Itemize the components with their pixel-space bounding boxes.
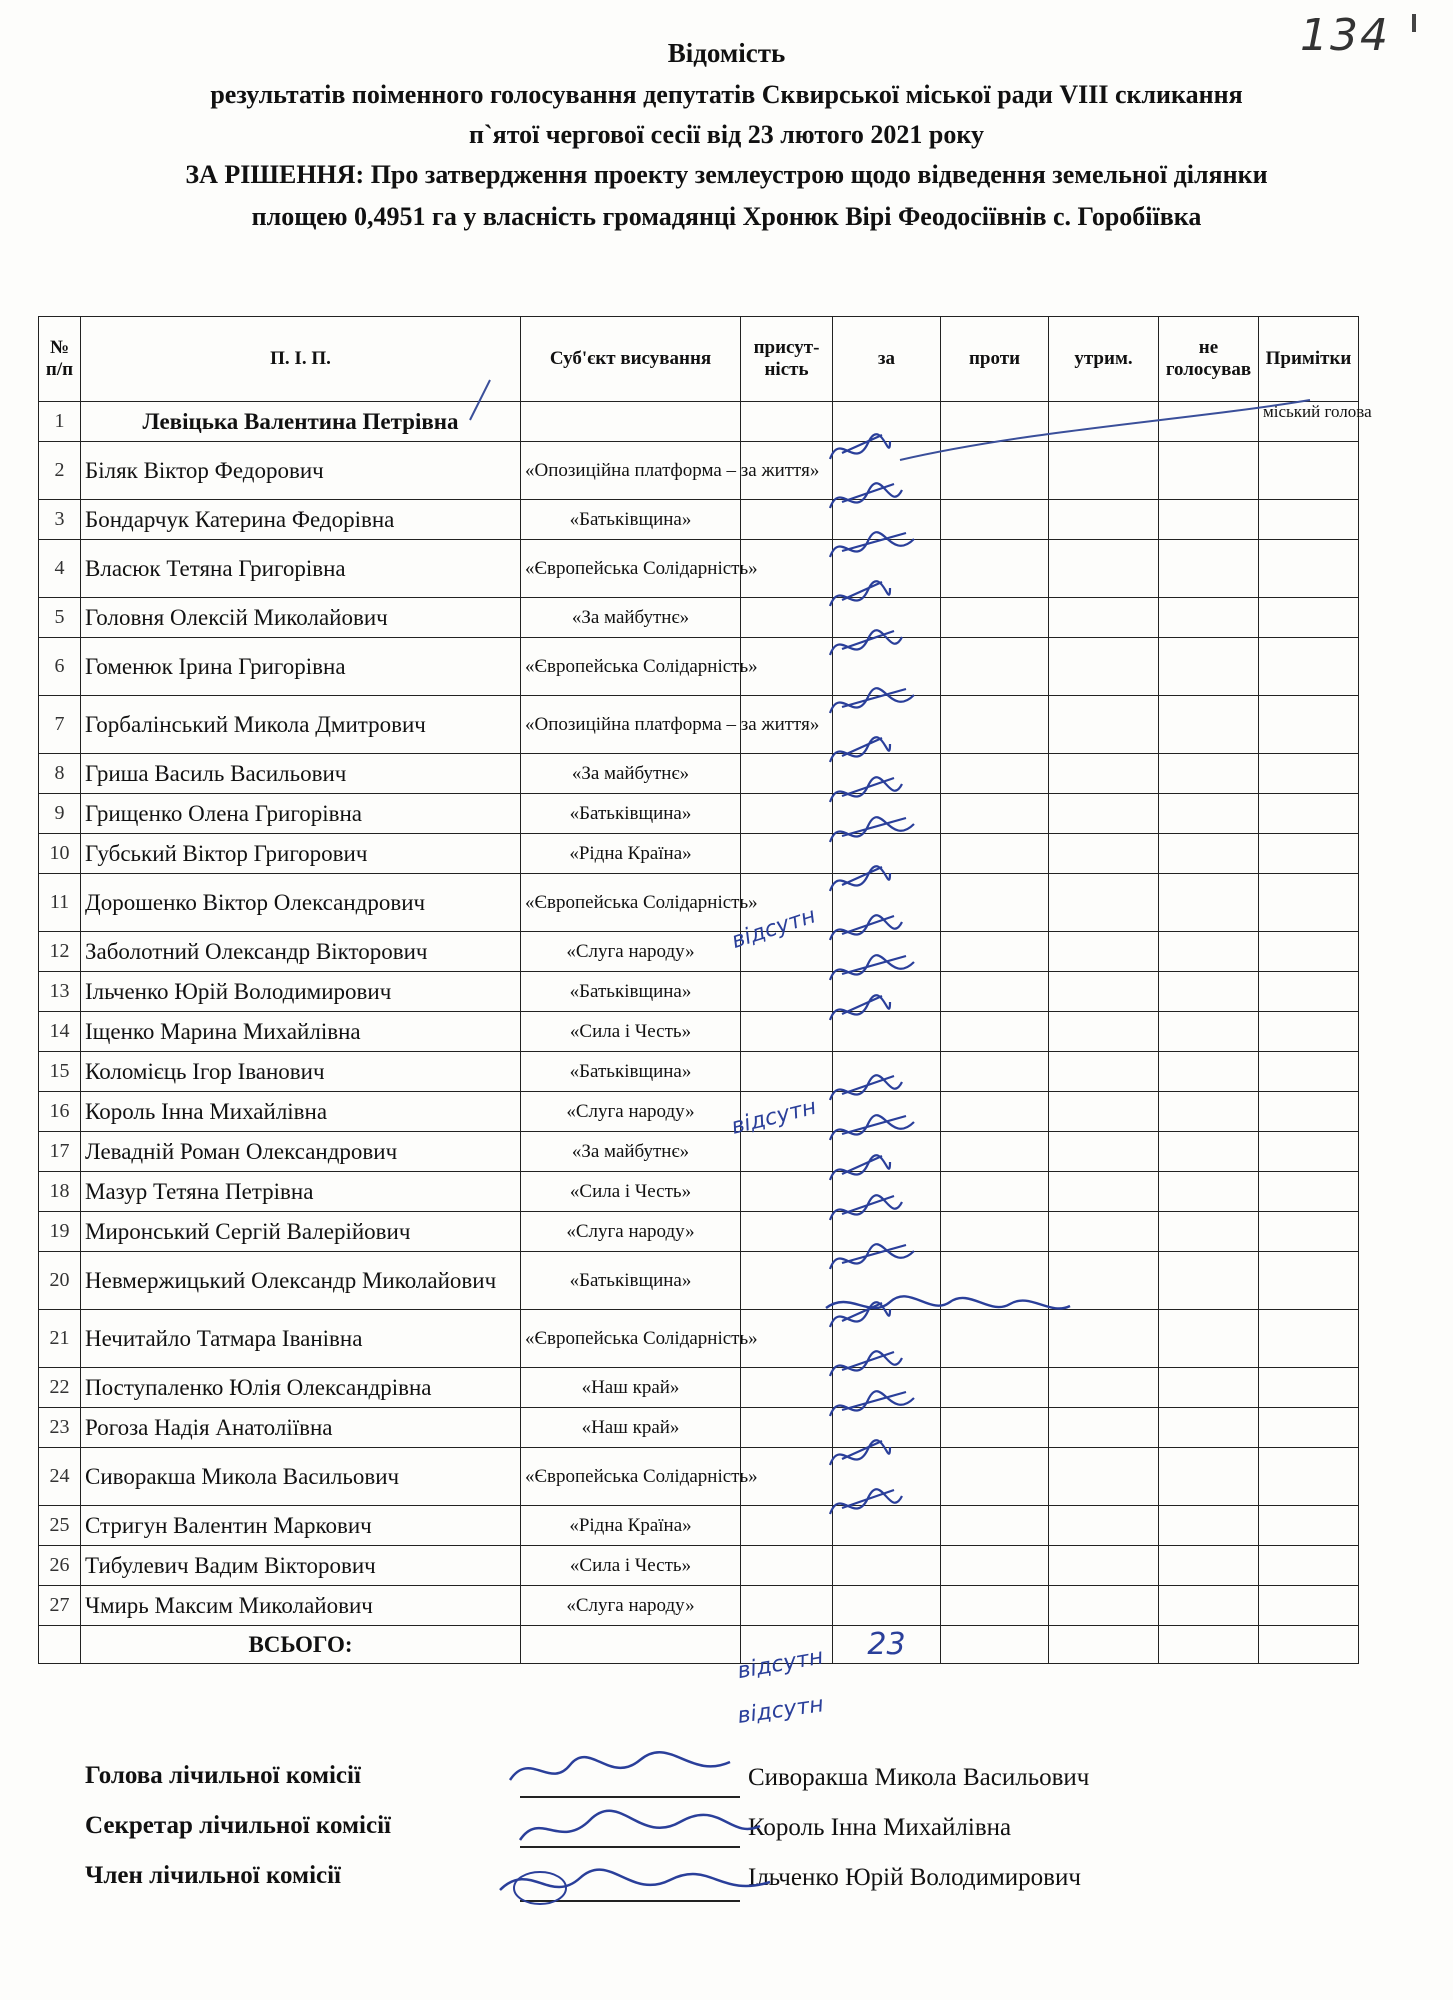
edge-mark <box>1412 14 1416 32</box>
absent-note-row-26 <box>734 1640 834 1686</box>
vote-signature <box>830 1489 902 1514</box>
row-number: 11 <box>39 874 81 932</box>
table-row <box>39 1506 1359 1546</box>
note-cell <box>1259 1586 1359 1626</box>
not-voted-cell <box>1159 754 1259 794</box>
row-number: 14 <box>39 1012 81 1052</box>
table-row <box>39 834 1359 874</box>
vote-signature <box>830 915 902 940</box>
nominating-party: «Батьківщина» <box>521 1052 741 1092</box>
not-voted-cell <box>1159 1092 1259 1132</box>
vote-signature <box>830 737 890 762</box>
table-row <box>39 1368 1359 1408</box>
row-number: 22 <box>39 1368 81 1408</box>
note-cell <box>1259 1012 1359 1052</box>
not-voted-cell <box>1159 1012 1259 1052</box>
deputy-name: Стригун Валентин Маркович <box>81 1506 521 1546</box>
note-cell <box>1259 1546 1359 1586</box>
not-voted-cell <box>1159 874 1259 932</box>
nominating-party: «Батьківщина» <box>521 500 741 540</box>
presence-cell <box>741 1546 833 1586</box>
chair-label: Голова лічильної комісії <box>85 1762 361 1789</box>
column-header: проти <box>941 317 1049 402</box>
member-name: Ільченко Юрій Володимирович <box>748 1864 1081 1891</box>
chair-name: Сиворакша Микола Васильович <box>748 1764 1090 1791</box>
row-number: 23 <box>39 1408 81 1448</box>
nominating-party: «Слуга народу» <box>521 1212 741 1252</box>
secretary-name: Король Інна Михайлівна <box>748 1814 1012 1841</box>
deputy-name: Рогоза Надія Анатоліївна <box>81 1408 521 1448</box>
deputy-name: Сиворакша Микола Васильович <box>81 1448 521 1506</box>
not-voted-cell <box>1159 1368 1259 1408</box>
presence-cell <box>741 1052 833 1092</box>
nominating-party: «За майбутнє» <box>521 754 741 794</box>
note-cell <box>1259 540 1359 598</box>
vote-signatures <box>820 390 1080 1740</box>
deputy-name: Біляк Віктор Федорович <box>81 442 521 500</box>
not-voted-cell <box>1159 932 1259 972</box>
vote-signature <box>830 434 890 459</box>
vote-signature <box>830 1244 914 1269</box>
deputy-name: Головня Олексій Миколайович <box>81 598 521 638</box>
vote-signature <box>830 581 890 606</box>
vote-signature <box>830 1440 890 1465</box>
deputy-name: Левіцька Валентина Петрівна <box>81 402 521 442</box>
deputy-name: Мазур Тетяна Петрівна <box>81 1172 521 1212</box>
vote-signature <box>830 688 914 713</box>
nominating-party: «Європейська Солідарність» <box>521 1448 741 1506</box>
nominating-party: «Батьківщина» <box>521 794 741 834</box>
note-cell <box>1259 754 1359 794</box>
presence-cell <box>741 500 833 540</box>
nominating-party: «За майбутнє» <box>521 598 741 638</box>
vote-signature <box>830 1195 902 1220</box>
not-voted-cell <box>1159 638 1259 696</box>
presence-cell <box>741 1586 833 1626</box>
presence-cell <box>741 1172 833 1212</box>
header-line-1: результатів поіменного голосування депутатів Сквирської міської ради VIII скликання <box>210 80 1243 109</box>
note-cell <box>1259 1448 1359 1506</box>
deputy-name: Гоменюк Ірина Григорівна <box>81 638 521 696</box>
vote-signature <box>830 817 914 842</box>
decision-line-1: ЗА РІШЕННЯ: Про затвердження проекту землеустрою щодо відведення земельної ділянки <box>185 160 1268 189</box>
table-row <box>39 696 1359 754</box>
nominating-party: «Слуга народу» <box>521 1092 741 1132</box>
total-for-value: 23 <box>833 1626 941 1664</box>
vote-signature <box>830 630 902 655</box>
row-number: 25 <box>39 1506 81 1546</box>
deputy-name: Король Інна Михайлівна <box>81 1092 521 1132</box>
not-voted-cell <box>1159 834 1259 874</box>
note-cell <box>1259 1132 1359 1172</box>
deputy-name: Заболотний Олександр Вікторович <box>81 932 521 972</box>
vote-signature <box>830 1351 902 1376</box>
not-voted-cell <box>1159 794 1259 834</box>
deputy-name: Коломієць Ігор Іванович <box>81 1052 521 1092</box>
table-row <box>39 1212 1359 1252</box>
nominating-party: «Слуга народу» <box>521 1586 741 1626</box>
vote-signature <box>830 1115 914 1140</box>
header-line-2: п`ятої чергової сесії від 23 лютого 2021 року <box>468 120 984 149</box>
vote-signature <box>830 1075 902 1100</box>
nominating-party: «Європейська Солідарність» <box>521 874 741 932</box>
not-voted-cell <box>1159 1310 1259 1368</box>
presence-cell <box>741 834 833 874</box>
not-voted-cell <box>1159 598 1259 638</box>
column-header: П. І. П. <box>81 317 521 402</box>
presence-cell <box>741 794 833 834</box>
not-voted-cell <box>1159 1408 1259 1448</box>
nominating-party: «Рідна Країна» <box>521 1506 741 1546</box>
deputy-name: Губський Віктор Григорович <box>81 834 521 874</box>
nominating-party: «Європейська Солідарність» <box>521 540 741 598</box>
presence-cell <box>741 1212 833 1252</box>
deputy-name: Дорошенко Віктор Олександрович <box>81 874 521 932</box>
member-label: Член лічильної комісії <box>85 1862 342 1889</box>
note-cell <box>1259 500 1359 540</box>
column-header: утрим. <box>1049 317 1159 402</box>
table-row <box>39 932 1359 972</box>
table-row <box>39 1012 1359 1052</box>
row-number: 26 <box>39 1546 81 1586</box>
not-voted-cell <box>1159 1586 1259 1626</box>
presence-cell <box>741 972 833 1012</box>
deputy-name: Іщенко Марина Михайлівна <box>81 1012 521 1052</box>
absent-note-text: відсутн <box>735 1644 826 1685</box>
table-row <box>39 1586 1359 1626</box>
presence-cell <box>741 1506 833 1546</box>
nominating-party: «Слуга народу» <box>521 932 741 972</box>
row-number: 15 <box>39 1052 81 1092</box>
nominating-party: «Наш край» <box>521 1408 741 1448</box>
table-row <box>39 1252 1359 1310</box>
vote-signature <box>830 1391 914 1416</box>
row-number: 17 <box>39 1132 81 1172</box>
note-cell <box>1259 598 1359 638</box>
row-number: 5 <box>39 598 81 638</box>
deputy-name: Невмержицький Олександр Миколайович <box>81 1252 521 1310</box>
deputy-name: Бондарчук Катерина Федорівна <box>81 500 521 540</box>
nominating-party: «Європейська Солідарність» <box>521 638 741 696</box>
note-cell <box>1259 1310 1359 1368</box>
row-number: 13 <box>39 972 81 1012</box>
nominating-party: «Сила і Честь» <box>521 1012 741 1052</box>
note-cell <box>1259 1506 1359 1546</box>
note-cell <box>1259 932 1359 972</box>
not-voted-cell <box>1159 972 1259 1012</box>
row-number: 24 <box>39 1448 81 1506</box>
table-row <box>39 754 1359 794</box>
vote-table <box>38 316 1372 1664</box>
deputy-name: Поступаленко Юлія Олександрівна <box>81 1368 521 1408</box>
row-number: 7 <box>39 696 81 754</box>
column-header: присут-ність <box>741 317 833 402</box>
not-voted-cell <box>1159 1172 1259 1212</box>
row-number: 27 <box>39 1586 81 1626</box>
absent-note-text: відсутн <box>735 1692 826 1729</box>
row-number: 8 <box>39 754 81 794</box>
nominating-party: «Рідна Країна» <box>521 834 741 874</box>
table-row <box>39 540 1359 598</box>
note-cell <box>1259 1092 1359 1132</box>
table-row <box>39 1092 1359 1132</box>
row-number: 2 <box>39 442 81 500</box>
column-header: Суб'єкт висування <box>521 317 741 402</box>
presence-cell <box>741 754 833 794</box>
table-row <box>39 638 1359 696</box>
row-number: 20 <box>39 1252 81 1310</box>
not-voted-cell <box>1159 1448 1259 1506</box>
presence-cell <box>741 1368 833 1408</box>
table-row <box>39 1132 1359 1172</box>
table-row <box>39 1408 1359 1448</box>
nominating-party: «Європейська Солідарність» <box>521 1310 741 1368</box>
not-voted-cell <box>1159 500 1259 540</box>
presence-cell <box>741 1408 833 1448</box>
table-row <box>39 1448 1359 1506</box>
absent-note-row-11 <box>725 902 835 952</box>
table-row <box>39 598 1359 638</box>
deputy-name: Грищенко Олена Григорівна <box>81 794 521 834</box>
row-number: 1 <box>39 402 81 442</box>
row-number: 16 <box>39 1092 81 1132</box>
table-row <box>39 794 1359 834</box>
absent-note-text: відсутн <box>728 1094 819 1140</box>
row-number: 21 <box>39 1310 81 1368</box>
row-number: 10 <box>39 834 81 874</box>
row-number: 18 <box>39 1172 81 1212</box>
nominating-party: «Батьківщина» <box>521 1252 741 1310</box>
presence-cell <box>741 1012 833 1052</box>
row-number: 9 <box>39 794 81 834</box>
row-number: 3 <box>39 500 81 540</box>
note-cell <box>1259 1252 1359 1310</box>
deputy-name: Горбалінський Микола Дмитрович <box>81 696 521 754</box>
column-header: не голосував <box>1159 317 1259 402</box>
absent-note-text: відсутн <box>728 903 819 954</box>
vote-signature <box>830 955 914 980</box>
row-number: 4 <box>39 540 81 598</box>
not-voted-cell <box>1159 1052 1259 1092</box>
presence-cell <box>741 1252 833 1310</box>
note-cell <box>1259 696 1359 754</box>
row19-signature-stroke <box>820 1280 1080 1330</box>
absent-note-row-15 <box>725 1090 835 1140</box>
note-cell <box>1259 794 1359 834</box>
not-voted-cell <box>1159 540 1259 598</box>
note-cell <box>1259 1172 1359 1212</box>
nominating-party: «Сила і Честь» <box>521 1546 741 1586</box>
vote-signature <box>830 777 902 802</box>
not-voted-cell <box>1159 1506 1259 1546</box>
table-row <box>39 874 1359 932</box>
vote-signature <box>830 1155 890 1180</box>
not-voted-cell <box>1159 1546 1259 1586</box>
total-label: ВСЬОГО: <box>81 1626 521 1664</box>
nominating-party: «Наш край» <box>521 1368 741 1408</box>
vote-signature <box>830 866 890 891</box>
table-row <box>39 1172 1359 1212</box>
deputy-name: Тибулевич Вадим Вікторович <box>81 1546 521 1586</box>
note-cell <box>1259 1052 1359 1092</box>
not-voted-cell <box>1159 696 1259 754</box>
table-row <box>39 1546 1359 1586</box>
vote-signature <box>830 532 914 557</box>
row-number: 19 <box>39 1212 81 1252</box>
nominating-party: «За майбутнє» <box>521 1132 741 1172</box>
total-row <box>39 1626 1359 1664</box>
vote-signature <box>830 483 902 508</box>
footer-signatures <box>480 1740 780 1920</box>
table-row <box>39 972 1359 1012</box>
note-cell <box>1259 874 1359 932</box>
note-cell <box>1259 834 1359 874</box>
note-cell <box>1259 1212 1359 1252</box>
note-cell: міський голова <box>1259 402 1359 442</box>
deputy-name: Нечитайло Татмара Іванівна <box>81 1310 521 1368</box>
row-number: 12 <box>39 932 81 972</box>
not-voted-cell <box>1159 1132 1259 1172</box>
vote-signature <box>830 995 890 1020</box>
note-cell <box>1259 1408 1359 1448</box>
deputy-name: Чмирь Максим Миколайович <box>81 1586 521 1626</box>
note-cell <box>1259 972 1359 1012</box>
table-body <box>39 402 1372 1626</box>
column-header: № п/п <box>39 317 81 402</box>
nominating-party: «Сила і Честь» <box>521 1172 741 1212</box>
deputy-name: Ільченко Юрій Володимирович <box>81 972 521 1012</box>
table-row <box>39 1052 1359 1092</box>
decision-line-2: площею 0,4951 га у власність громадянці Хронюк Вірі Феодосіївнів с. Горобіївка <box>251 202 1202 231</box>
presence-cell <box>741 598 833 638</box>
not-voted-cell <box>1159 1252 1259 1310</box>
column-header: Примітки <box>1259 317 1359 402</box>
column-header: за <box>833 317 941 402</box>
secretary-label: Секретар лічильної комісії <box>85 1812 391 1839</box>
nominating-party: «Опозиційна платформа – за життя» <box>521 442 741 500</box>
deputy-name: Власюк Тетяна Григорівна <box>81 540 521 598</box>
table-row <box>39 1310 1359 1368</box>
not-voted-cell <box>1159 1212 1259 1252</box>
deputy-name: Левадній Роман Олександрович <box>81 1132 521 1172</box>
absent-note-row-27 <box>734 1686 834 1732</box>
handwritten-page-number: 134 <box>1300 10 1390 61</box>
table-row <box>39 500 1359 540</box>
row-number: 6 <box>39 638 81 696</box>
deputy-name: Гриша Василь Васильович <box>81 754 521 794</box>
deputy-name: Миронський Сергій Валерійович <box>81 1212 521 1252</box>
note-cell <box>1259 638 1359 696</box>
nominating-party: «Опозиційна платформа – за життя» <box>521 696 741 754</box>
document-title: Відомість <box>667 38 786 68</box>
note-cell <box>1259 1368 1359 1408</box>
nominating-party: «Батьківщина» <box>521 972 741 1012</box>
